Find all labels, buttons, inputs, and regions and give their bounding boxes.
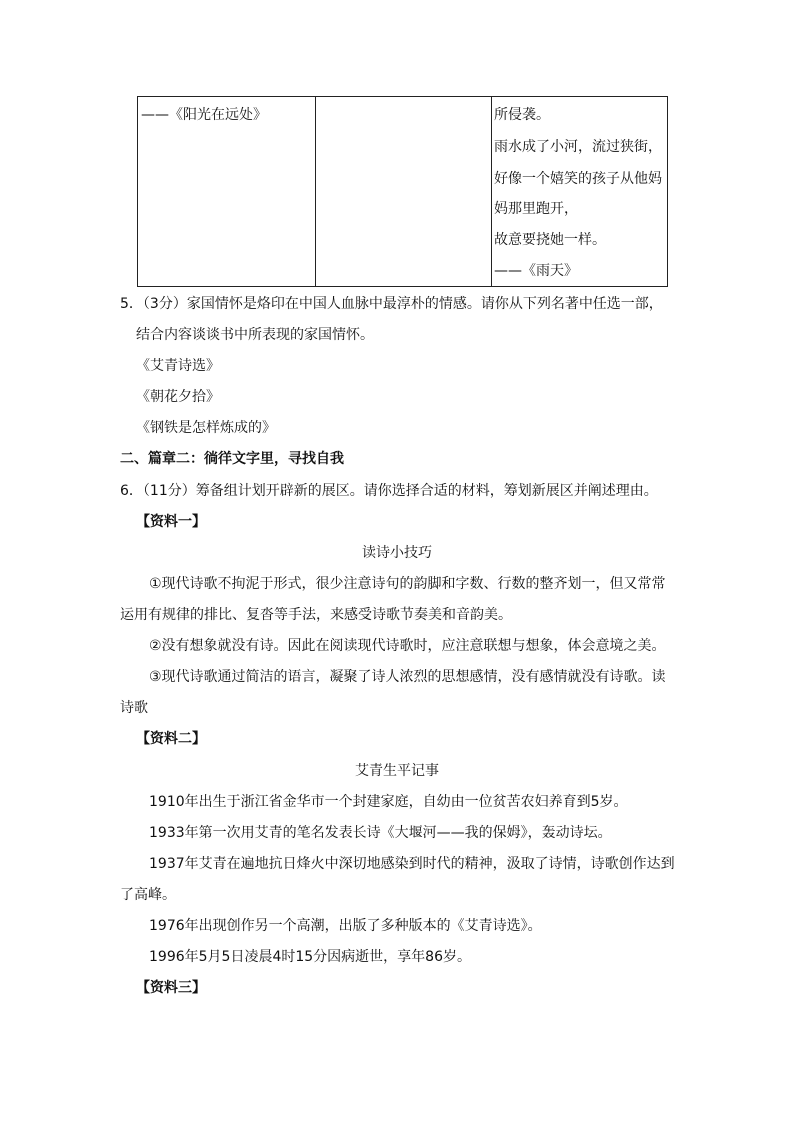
material-2-line: 了高峰。 [120, 887, 176, 903]
table-cell-col3-line: 所侵袭。 [494, 107, 550, 123]
table-cell-col3-line: 故意要挠她一样。 [494, 232, 606, 248]
question-5-text: 结合内容谈谈书中所表现的家国情怀。 [136, 327, 374, 343]
material-2-line: 1937年艾青在遍地抗日烽火中深切地感染到时代的精神，汲取了诗情，诗歌创作达到 [149, 856, 675, 872]
material-1-label: 【资料一】 [136, 514, 206, 530]
question-5-text: 5．（3分）家国情怀是烙印在中国人血脉中最淳朴的情感。请你从下列名著中任选一部， [120, 296, 663, 312]
book-title: 《钢铁是怎样炼成的》 [136, 420, 276, 436]
material-1-title: 读诗小技巧 [362, 545, 432, 561]
material-1-line: ①现代诗歌不拘泥于形式，很少注意诗句的韵脚和字数、行数的整齐划一，但又常常 [149, 576, 666, 592]
poem-table [137, 96, 668, 287]
table-cell-col1: ——《阳光在远处》 [141, 107, 267, 123]
book-title: 《艾青诗选》 [136, 358, 220, 374]
material-2-line: 1996年5月5日凌晨4时15分因病逝世，享年86岁。 [149, 949, 471, 965]
material-1-line: 诗歌 [120, 700, 148, 716]
material-2-label: 【资料二】 [136, 731, 206, 747]
material-2-line: 1910年出生于浙江省金华市一个封建家庭，自幼由一位贫苦农妇养育到5岁。 [149, 794, 628, 810]
table-cell-col3-line: 好像一个嬉笑的孩子从他妈 [494, 171, 662, 187]
question-6-text: 6．（11分）筹备组计划开辟新的展区。请你选择合适的材料，筹划新展区并阐述理由。 [120, 483, 658, 499]
material-2-line: 1933年第一次用艾青的笔名发表长诗《大堰河——我的保姆》，轰动诗坛。 [149, 825, 612, 841]
table-cell-col3-line: 雨水成了小河，流过狭街， [494, 139, 662, 155]
table-divider [491, 97, 492, 286]
material-3-label: 【资料三】 [136, 980, 206, 996]
material-2-title: 艾青生平记事 [355, 763, 439, 779]
material-2-line: 1976年出现创作另一个高潮，出版了多种版本的《艾青诗选》。 [149, 918, 542, 934]
material-1-line: 运用有规律的排比、复沓等手法，来感受诗歌节奏美和音韵美。 [120, 607, 512, 623]
section-heading: 二、篇章二：徜徉文字里，寻找自我 [120, 451, 344, 467]
material-1-line: ②没有想象就没有诗。因此在阅读现代诗歌时，应注意联想与想象，体会意境之美。 [149, 638, 666, 654]
table-divider [315, 97, 316, 286]
table-cell-col3-line: 妈那里跑开， [494, 201, 578, 217]
material-1-line: ③现代诗歌通过简洁的语言，凝聚了诗人浓烈的思想感情，没有感情就没有诗歌。读 [149, 669, 666, 685]
book-title: 《朝花夕拾》 [136, 389, 220, 405]
table-cell-col3-line: ——《雨天》 [494, 263, 578, 279]
